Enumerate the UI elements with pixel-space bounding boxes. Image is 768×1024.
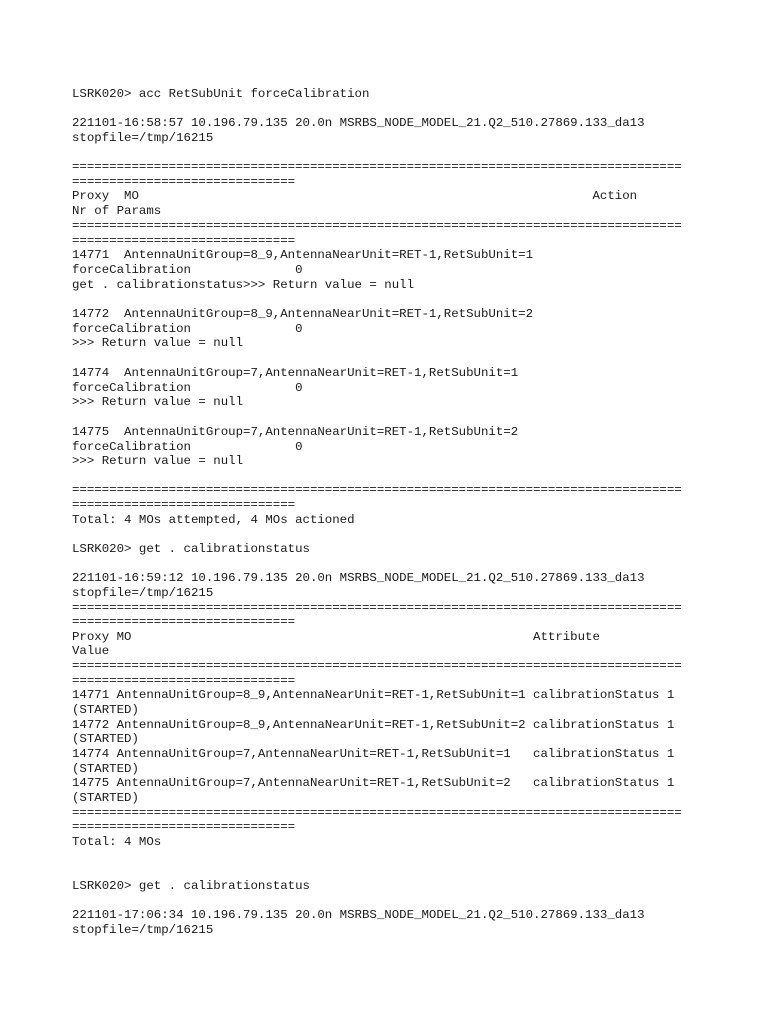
timestamp-line: 221101-16:59:12 10.196.79.135 20.0n MSRBS_NODE_MODEL_21.Q2_510.27869.133_da13 bbox=[72, 571, 645, 585]
command-line: LSRK020> get . calibrationstatus bbox=[72, 879, 310, 893]
table-row: forceCalibration 0 bbox=[72, 440, 303, 454]
timestamp-line: 221101-16:58:57 10.196.79.135 20.0n MSRBS_NODE_MODEL_21.Q2_510.27869.133_da13 bbox=[72, 116, 645, 130]
table-row: (STARTED) bbox=[72, 791, 139, 805]
table-row: 14775 AntennaUnitGroup=7,AntennaNearUnit=RET-1,RetSubUnit=2 bbox=[72, 425, 519, 439]
separator-line: ============================== bbox=[72, 175, 296, 189]
separator-line: ================================================================================== bbox=[72, 659, 682, 673]
table-row: 14774 AntennaUnitGroup=7,AntennaNearUnit=RET-1,RetSubUnit=1 calibrationStatus 1 bbox=[72, 747, 675, 761]
separator-line: ================================================================================== bbox=[72, 806, 682, 820]
separator-line: ============================== bbox=[72, 820, 296, 834]
table-row: 14771 AntennaUnitGroup=8_9,AntennaNearUnit=RET-1,RetSubUnit=1 bbox=[72, 248, 534, 262]
separator-line: ================================================================================== bbox=[72, 160, 682, 174]
table-row: (STARTED) bbox=[72, 703, 139, 717]
summary-line: Total: 4 MOs attempted, 4 MOs actioned bbox=[72, 513, 355, 527]
separator-line: ============================== bbox=[72, 234, 296, 248]
separator-line: ============================== bbox=[72, 674, 296, 688]
table-row: (STARTED) bbox=[72, 762, 139, 776]
table-row: forceCalibration 0 bbox=[72, 263, 303, 277]
result-line: >>> Return value = null bbox=[72, 395, 244, 409]
summary-line: Total: 4 MOs bbox=[72, 835, 162, 849]
stopfile-line: stopfile=/tmp/16215 bbox=[72, 923, 214, 937]
table-row: 14772 AntennaUnitGroup=8_9,AntennaNearUnit=RET-1,RetSubUnit=2 bbox=[72, 307, 534, 321]
stopfile-line: stopfile=/tmp/16215 bbox=[72, 586, 214, 600]
stopfile-line: stopfile=/tmp/16215 bbox=[72, 131, 214, 145]
table-row: forceCalibration 0 bbox=[72, 381, 303, 395]
table-row: 14771 AntennaUnitGroup=8_9,AntennaNearUnit=RET-1,RetSubUnit=1 calibrationStatus 1 bbox=[72, 688, 675, 702]
table-header: Nr of Params bbox=[72, 204, 162, 218]
timestamp-line: 221101-17:06:34 10.196.79.135 20.0n MSRBS_NODE_MODEL_21.Q2_510.27869.133_da13 bbox=[72, 908, 645, 922]
result-line: get . calibrationstatus>>> Return value = null bbox=[72, 278, 415, 292]
separator-line: ============================== bbox=[72, 615, 296, 629]
table-row: 14775 AntennaUnitGroup=7,AntennaNearUnit=RET-1,RetSubUnit=2 calibrationStatus 1 bbox=[72, 776, 675, 790]
result-line: >>> Return value = null bbox=[72, 454, 244, 468]
separator-line: ============================== bbox=[72, 498, 296, 512]
command-line: LSRK020> get . calibrationstatus bbox=[72, 542, 310, 556]
separator-line: ================================================================================== bbox=[72, 483, 682, 497]
separator-line: ================================================================================== bbox=[72, 219, 682, 233]
table-row: forceCalibration 0 bbox=[72, 322, 303, 336]
table-row: 14772 AntennaUnitGroup=8_9,AntennaNearUnit=RET-1,RetSubUnit=2 calibrationStatus 1 bbox=[72, 718, 675, 732]
result-line: >>> Return value = null bbox=[72, 336, 244, 350]
table-row: 14774 AntennaUnitGroup=7,AntennaNearUnit=RET-1,RetSubUnit=1 bbox=[72, 366, 519, 380]
table-header: Value bbox=[72, 644, 110, 658]
command-line: LSRK020> acc RetSubUnit forceCalibration bbox=[72, 87, 370, 101]
table-header: Proxy MO Attribute bbox=[72, 630, 600, 644]
separator-line: ================================================================================== bbox=[72, 601, 682, 615]
table-row: (STARTED) bbox=[72, 732, 139, 746]
table-header: Proxy MO Action bbox=[72, 189, 638, 203]
